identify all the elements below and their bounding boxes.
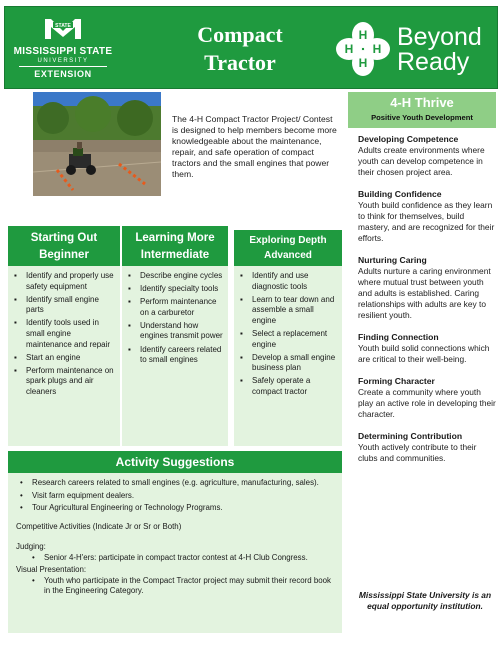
thrive-item bbox=[358, 134, 496, 178]
list-item: • Youth who participate in the Compact Tractor project may submit their record book in the Engineering Category. bbox=[16, 576, 334, 597]
msu-state-text: STATE bbox=[55, 23, 71, 29]
level-heading-line-2: Intermediate bbox=[140, 249, 210, 261]
header-banner bbox=[4, 6, 498, 89]
thrive-item-heading: Finding Connection bbox=[358, 332, 439, 342]
beginner-list bbox=[14, 271, 116, 398]
list-item: ▪ Learn to tear down and assemble a small engine bbox=[240, 295, 338, 327]
list-item: • Research careers related to small engines (e.g. agriculture, manufacturing, sales). bbox=[16, 478, 334, 489]
thrive-item-heading: Nurturing Caring bbox=[358, 255, 427, 265]
msu-university: UNIVERSITY bbox=[37, 58, 89, 64]
equal-opportunity-statement: Mississippi State University is an equal opportunity institution. bbox=[358, 590, 492, 611]
list-item: ▪ Safely operate a compact tractor bbox=[240, 376, 338, 397]
thrive-item bbox=[358, 189, 496, 244]
thrive-item-heading: Building Confidence bbox=[358, 189, 442, 199]
msu-m-icon bbox=[43, 15, 83, 41]
visual-presentation-list bbox=[16, 576, 334, 597]
thrive-title: 4-H Thrive bbox=[390, 95, 454, 110]
page-title bbox=[165, 21, 315, 77]
beyond-ready-brand bbox=[397, 25, 482, 75]
list-item: ▪ Identify and use diagnostic tools bbox=[240, 271, 338, 292]
competitive-activities-label: Competitive Activities (Indicate Jr or Sr or Both) bbox=[16, 521, 182, 531]
thrive-item bbox=[358, 332, 496, 365]
level-heading-line-2: Advanced bbox=[264, 250, 312, 261]
thrive-item-heading: Forming Character bbox=[358, 376, 435, 386]
thrive-item bbox=[358, 376, 496, 420]
beginner-heading bbox=[8, 226, 120, 266]
title-line-2: Tractor bbox=[204, 50, 276, 75]
svg-text:H: H bbox=[358, 56, 368, 70]
thrive-subtitle: Positive Youth Development bbox=[371, 113, 473, 122]
title-line-1: Compact bbox=[197, 22, 283, 47]
intermediate-heading bbox=[122, 226, 228, 266]
beginner-list-box bbox=[8, 266, 120, 446]
thrive-item bbox=[358, 431, 496, 464]
msu-extension: EXTENSION bbox=[34, 69, 92, 79]
thrive-item-text: Youth actively contribute to their clubs and communities. bbox=[358, 442, 477, 463]
list-item: ▪ Select a replacement engine bbox=[240, 329, 338, 350]
msu-name: MISSISSIPPI STATE bbox=[13, 46, 113, 57]
list-item: ▪ Understand how engines transmit power bbox=[128, 321, 224, 342]
activity-suggestions-heading: Activity Suggestions bbox=[8, 451, 342, 473]
judging-list bbox=[16, 553, 334, 564]
thrive-item-heading: Developing Competence bbox=[358, 134, 459, 144]
visual-presentation-label: Visual Presentation: bbox=[16, 565, 87, 574]
list-item: ▪ Identify and properly use safety equipment bbox=[14, 271, 116, 292]
thrive-item-text: Youth build confidence as they learn to think for themselves, build mastery, and are recognized for their efforts. bbox=[358, 200, 495, 243]
thrive-item bbox=[358, 255, 496, 321]
activity-list bbox=[16, 478, 334, 514]
level-heading-line-1: Starting Out bbox=[30, 232, 98, 244]
thrive-item-text: Adults create environments where youth can develop competence in their chosen project area. bbox=[358, 145, 485, 177]
advanced-list bbox=[240, 271, 338, 398]
thrive-item-text: Adults nurture a caring environment where mutual trust between youth and adults is established. Caring relationships with adults are key to resilient youth. bbox=[358, 266, 491, 320]
intermediate-list bbox=[128, 271, 224, 366]
thrive-list bbox=[358, 134, 496, 475]
intermediate-list-box bbox=[122, 266, 228, 446]
list-item: • Visit farm equipment dealers. bbox=[16, 491, 334, 502]
advanced-heading bbox=[234, 230, 342, 266]
judging-label: Judging: bbox=[16, 542, 46, 551]
list-item: ▪ Perform maintenance on a carburetor bbox=[128, 297, 224, 318]
svg-text:H: H bbox=[358, 28, 368, 42]
four-h-clover-icon bbox=[335, 21, 391, 77]
list-item: ▪ Start an engine bbox=[14, 353, 116, 364]
thrive-item-text: Create a community where youth play an active role in developing their character. bbox=[358, 387, 496, 419]
advanced-list-box bbox=[234, 266, 342, 446]
thrive-item-heading: Determining Contribution bbox=[358, 431, 463, 441]
list-item: ▪ Identify small engine parts bbox=[14, 295, 116, 316]
level-heading-line-1: Exploring Depth bbox=[249, 235, 327, 246]
thrive-header bbox=[348, 92, 496, 128]
svg-text:H: H bbox=[372, 42, 382, 56]
list-item: ▪ Perform maintenance on spark plugs and air cleaners bbox=[14, 366, 116, 398]
logo-divider bbox=[19, 66, 107, 67]
level-heading-line-1: Learning More bbox=[135, 232, 215, 244]
svg-text:H: H bbox=[344, 42, 354, 56]
list-item: ▪ Develop a small engine business plan bbox=[240, 353, 338, 374]
brand-line-2: Ready bbox=[397, 48, 470, 76]
level-heading-line-2: Beginner bbox=[39, 249, 89, 261]
thrive-item-text: Youth build solid connections which are critical to their well-being. bbox=[358, 343, 490, 364]
list-item: ▪ Identify tools used in small engine maintenance and repair bbox=[14, 318, 116, 350]
list-item: ▪ Describe engine cycles bbox=[128, 271, 224, 282]
msu-extension-logo bbox=[13, 15, 113, 83]
list-item: • Senior 4-H'ers: participate in compact tractor contest at 4-H Club Congress. bbox=[16, 553, 334, 564]
brand-line-1: Beyond bbox=[397, 23, 482, 51]
activity-suggestions-box bbox=[8, 473, 342, 633]
intro-paragraph: The 4-H Compact Tractor Project/ Contest is designed to help members become more knowledgeable about the maintenance, repair, and safe operation of compact tractors and the small engines that power them. bbox=[172, 114, 337, 179]
list-item: ▪ Identify specialty tools bbox=[128, 284, 224, 295]
tractor-photo bbox=[33, 92, 161, 196]
list-item: • Tour Agricultural Engineering or Technology Programs. bbox=[16, 503, 334, 514]
list-item: ▪ Identify careers related to small engines bbox=[128, 345, 224, 366]
